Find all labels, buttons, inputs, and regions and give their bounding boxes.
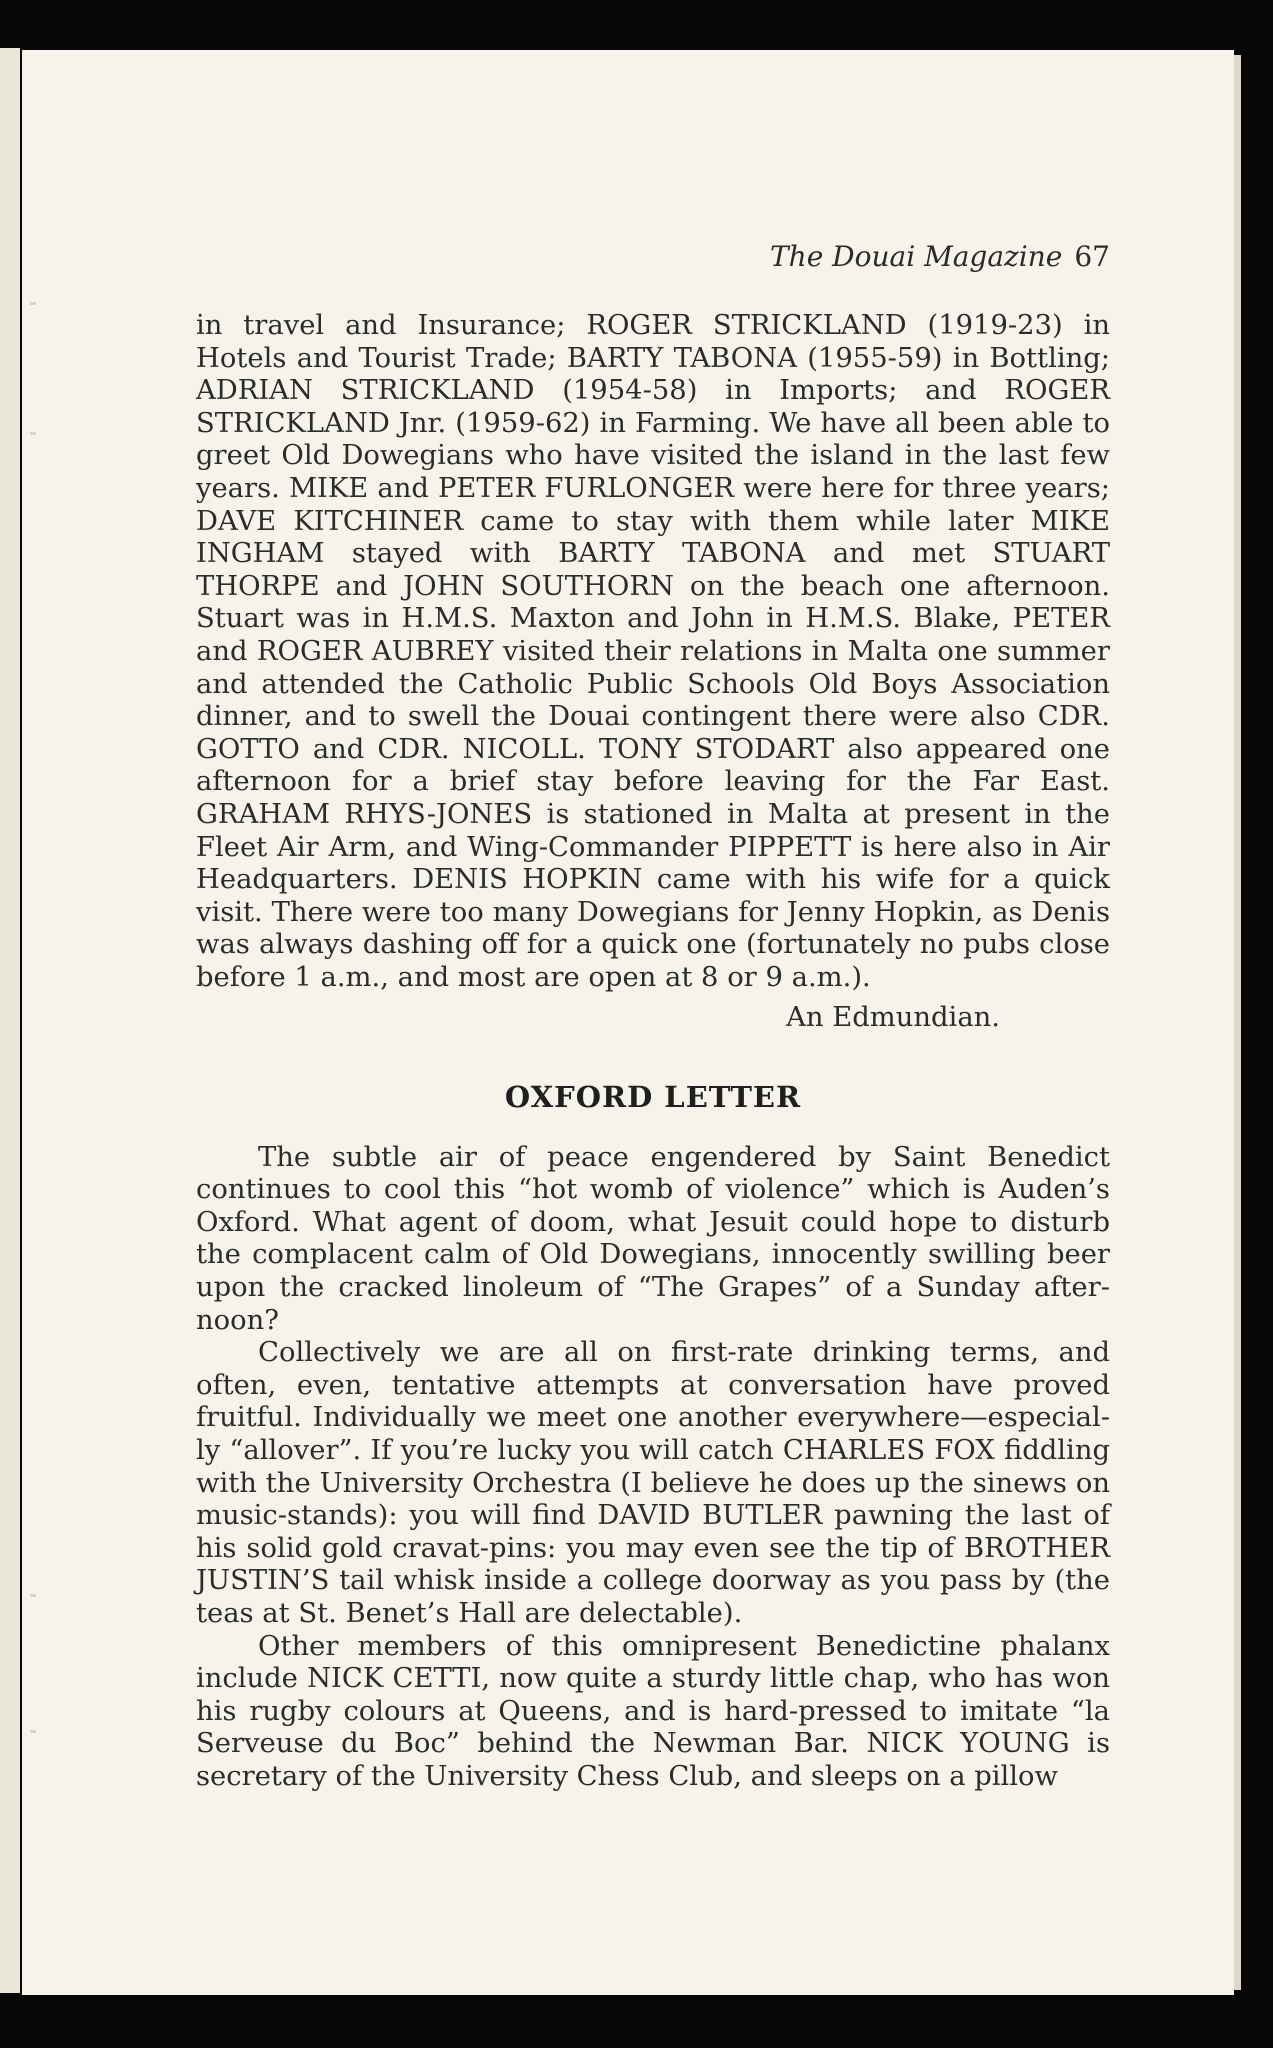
- letter-signature: An Edmundian.: [786, 1002, 1000, 1034]
- page-stack-edge: [1234, 55, 1241, 1990]
- oxford-paragraph-2: Collectively we are all on first-rate drinking terms, and often, even, tentative attempts at conversation have proved fruitful. Individually we meet one another everywhere—especial-ly “allover”. If you’re lucky you will catch CHARLES FOX fiddling with the University Orchestra (I believe he does up the sinews on music-stands): you will find DAVID BUTLER pawning the last of his solid gold cravat-pins: you may even see the tip of BROTHER JUSTIN’S tail whisk inside a college doorway as you pass by (the teas at St. Benet’s Hall are delectable).: [196, 1337, 1110, 1629]
- section-heading: OXFORD LETTER: [504, 1080, 802, 1115]
- margin-mark: [30, 302, 36, 305]
- magazine-title: The Douai Magazine: [770, 240, 1063, 273]
- running-header: [196, 240, 1110, 273]
- margin-mark: [30, 432, 36, 435]
- page-number: 67: [1074, 240, 1110, 273]
- margin-mark: [30, 1730, 36, 1733]
- facing-page-edge: [0, 48, 20, 1993]
- margin-mark: [30, 1594, 36, 1597]
- page-body: [196, 310, 1110, 1794]
- oxford-paragraph-3: Other members of this omnipresent Benedictine phalanx include NICK CETTI, now quite a sturdy little chap, who has won his rugby colours at Queens, and is hard-pressed to imitate “la Serveuse du Boc” behind the Newman Bar. NICK YOUNG is secretary of the University Chess Club, and sleeps on a pillow: [196, 1630, 1110, 1792]
- edmundian-letter-paragraph: in travel and Insurance; ROGER STRICKLAND (1919-23) in Hotels and Tourist Trade; BARTY TABONA (1955-59) in Bottling; ADRIAN STRICKLAND (1954-58) in Imports; and ROGER STRICKLAND Jnr. (1959-62) in Farming. We have all been able to greet Old Dowegians who have visited the island in the last few years. MIKE and PETER FURLONGER were here for three years; DAVE KITCHINER came to stay with them while later MIKE INGHAM stayed with BARTY TABONA and met STUART THORPE and JOHN SOUTHORN on the beach one afternoon. Stuart was in H.M.S. Maxton and John in H.M.S. Blake, PETER and ROGER AUBREY visited their relations in Malta one summer and attended the Catholic Public Schools Old Boys Association dinner, and to swell the Douai contingent there were also CDR. GOTTO and CDR. NICOLL. TONY STODART also appeared one afternoon for a brief stay before leaving for the Far East. GRAHAM RHYS-JONES is stationed in Malta at present in the Fleet Air Arm, and Wing-Commander PIPPETT is here also in Air Headquarters. DENIS HOPKIN came with his wife for a quick visit. There were too many Dowegians for Jenny Hopkin, as Denis was always dashing off for a quick one (fortunately no pubs close before 1 a.m., and most are open at 8 or 9 a.m.).: [196, 310, 1110, 993]
- oxford-paragraph-1: The subtle air of peace engendered by Saint Benedict continues to cool this “hot womb of violence” which is Auden’s Oxford. What agent of doom, what Jesuit could hope to disturb the complacent calm of Old Dowegians, innocently swilling beer upon the cracked linoleum of “The Grapes” of a Sunday after-noon?: [196, 1141, 1110, 1336]
